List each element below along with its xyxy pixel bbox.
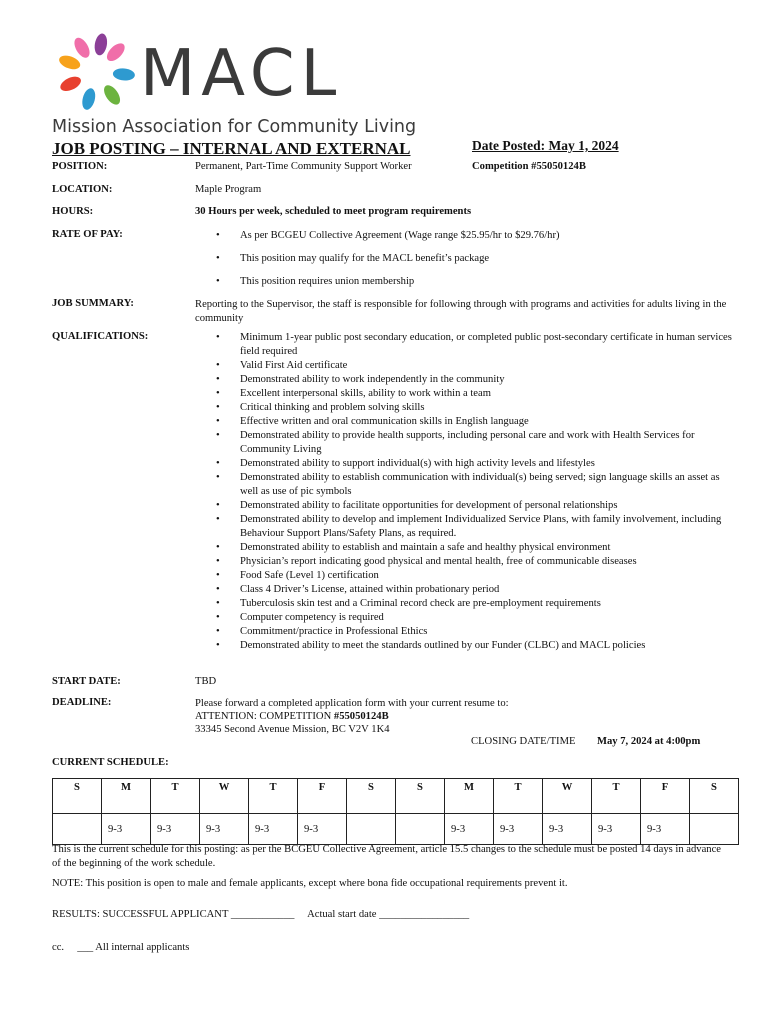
- day-cell: S: [53, 779, 102, 814]
- day-cell: F: [641, 779, 690, 814]
- list-item: • Physician’s report indicating good physical and mental health, free of communicable diseases: [195, 555, 735, 569]
- hours-cell: [690, 814, 739, 845]
- hours-label: HOURS:: [52, 206, 94, 217]
- equal-opportunity-note: NOTE: This position is open to male and female applicants, except where bona fide occupational requirements prevent it.: [52, 878, 568, 889]
- day-cell: M: [102, 779, 151, 814]
- hours-cell: [53, 814, 102, 845]
- list-item: • Demonstrated ability to work independently in the community: [195, 373, 735, 387]
- position-label: POSITION:: [52, 161, 108, 172]
- day-cell: S: [396, 779, 445, 814]
- list-item: • Demonstrated ability to facilitate opportunities for development of personal relationships: [195, 499, 735, 513]
- list-item: • As per BCGEU Collective Agreement (Wage range $25.95/hr to $29.76/hr): [195, 229, 735, 243]
- closing-value: May 7, 2024 at 4:00pm: [597, 736, 701, 747]
- hours-cell: [347, 814, 396, 845]
- hours-cell: 9-3: [445, 814, 494, 845]
- day-cell: M: [445, 779, 494, 814]
- list-item: • Demonstrated ability to support individual(s) with high activity levels and lifestyles: [195, 457, 735, 471]
- results-line: RESULTS: SUCCESSFUL APPLICANT ____________ Actual start date _________________: [52, 909, 470, 920]
- day-cell: S: [347, 779, 396, 814]
- hours-cell: 9-3: [249, 814, 298, 845]
- hours-cell: 9-3: [592, 814, 641, 845]
- starburst-logo-icon: [52, 30, 138, 114]
- list-item: • Demonstrated ability to meet the standards outlined by our Funder (CLBC) and MACL policies: [195, 639, 735, 653]
- hours-cell: 9-3: [543, 814, 592, 845]
- deadline-line1: Please forward a completed application form with your current resume to:: [195, 698, 509, 709]
- deadline-line2: [195, 710, 509, 723]
- logo-wordmark: MACL: [140, 37, 343, 111]
- location-value: Maple Program: [195, 184, 262, 195]
- day-cell: T: [249, 779, 298, 814]
- day-cell: W: [200, 779, 249, 814]
- deadline-label: DEADLINE:: [52, 697, 112, 708]
- schedule-hours-row: [53, 814, 739, 845]
- start-date-label: START DATE:: [52, 676, 121, 687]
- list-item: • Critical thinking and problem solving skills: [195, 401, 735, 415]
- list-item: • Commitment/practice in Professional Ethics: [195, 625, 735, 639]
- cc-line: cc. ___ All internal applicants: [52, 942, 190, 953]
- list-item: • Valid First Aid certificate: [195, 359, 735, 373]
- list-item: • Demonstrated ability to provide health supports, including personal care and work with Health Services for Community Living: [195, 429, 735, 457]
- schedule-label: CURRENT SCHEDULE:: [52, 757, 169, 768]
- schedule-table: [52, 778, 739, 845]
- schedule-days-row: [53, 779, 739, 814]
- day-cell: W: [543, 779, 592, 814]
- competition-number: Competition #55050124B: [472, 161, 586, 172]
- day-cell: T: [494, 779, 543, 814]
- hours-cell: 9-3: [641, 814, 690, 845]
- summary-value: Reporting to the Supervisor, the staff is responsible for following through with programs and activities for adults living in the community: [195, 299, 727, 324]
- day-cell: S: [690, 779, 739, 814]
- list-item: • Excellent interpersonal skills, ability to work within a team: [195, 387, 735, 401]
- list-item: • Food Safe (Level 1) certification: [195, 569, 735, 583]
- hours-cell: 9-3: [102, 814, 151, 845]
- position-value: Permanent, Part-Time Community Support Worker: [195, 161, 412, 172]
- rate-label: RATE OF PAY:: [52, 229, 123, 240]
- hours-cell: 9-3: [494, 814, 543, 845]
- deadline-block: [195, 697, 509, 736]
- qualifications-list: [195, 331, 735, 653]
- qualifications-label: QUALIFICATIONS:: [52, 331, 149, 342]
- hours-cell: 9-3: [200, 814, 249, 845]
- closing-label: CLOSING DATE/TIME: [471, 736, 576, 747]
- list-item: • Demonstrated ability to develop and implement Individualized Service Plans, with family involvement, including Behaviour Support Plans/Safety Plans, as required.: [195, 513, 735, 541]
- list-item: • Computer competency is required: [195, 611, 735, 625]
- list-item: • This position requires union membership: [195, 275, 735, 289]
- schedule-note: This is the current schedule for this posting: as per the BCGEU Collective Agreement, article 15.5 changes to the schedule must be posted 14 days in advance of the beginning of the work schedule.: [52, 844, 721, 869]
- hours-value: 30 Hours per week, scheduled to meet program requirements: [195, 206, 472, 217]
- list-item: • This position may qualify for the MACL benefit’s package: [195, 252, 735, 266]
- rate-list: [195, 229, 735, 298]
- list-item: • Demonstrated ability to establish communication with individual(s) being served; sign language skills an asset as well as use of pic symbols: [195, 471, 735, 499]
- macl-logo: [52, 30, 417, 138]
- hours-cell: 9-3: [298, 814, 347, 845]
- start-date-value: TBD: [195, 676, 217, 687]
- location-label: LOCATION:: [52, 184, 113, 195]
- organization-name: Mission Association for Community Living: [52, 117, 417, 137]
- list-item: • Minimum 1-year public post secondary education, or completed public post-secondary certificate in human services field required: [195, 331, 735, 359]
- page-title: JOB POSTING – INTERNAL AND EXTERNAL: [52, 139, 411, 158]
- day-cell: T: [151, 779, 200, 814]
- date-posted: Date Posted: May 1, 2024: [472, 138, 619, 153]
- list-item: • Demonstrated ability to establish and maintain a safe and healthy physical environment: [195, 541, 735, 555]
- competition-ref: #55050124B: [333, 711, 389, 722]
- attention-text: ATTENTION: COMPETITION: [195, 711, 334, 722]
- deadline-address: 33345 Second Avenue Mission, BC V2V 1K4: [195, 724, 390, 735]
- hours-cell: 9-3: [151, 814, 200, 845]
- list-item: • Class 4 Driver’s License, attained within probationary period: [195, 583, 735, 597]
- summary-label: JOB SUMMARY:: [52, 298, 134, 309]
- day-cell: F: [298, 779, 347, 814]
- hours-cell: [396, 814, 445, 845]
- list-item: • Effective written and oral communication skills in English language: [195, 415, 735, 429]
- day-cell: T: [592, 779, 641, 814]
- list-item: • Tuberculosis skin test and a Criminal record check are pre-employment requirements: [195, 597, 735, 611]
